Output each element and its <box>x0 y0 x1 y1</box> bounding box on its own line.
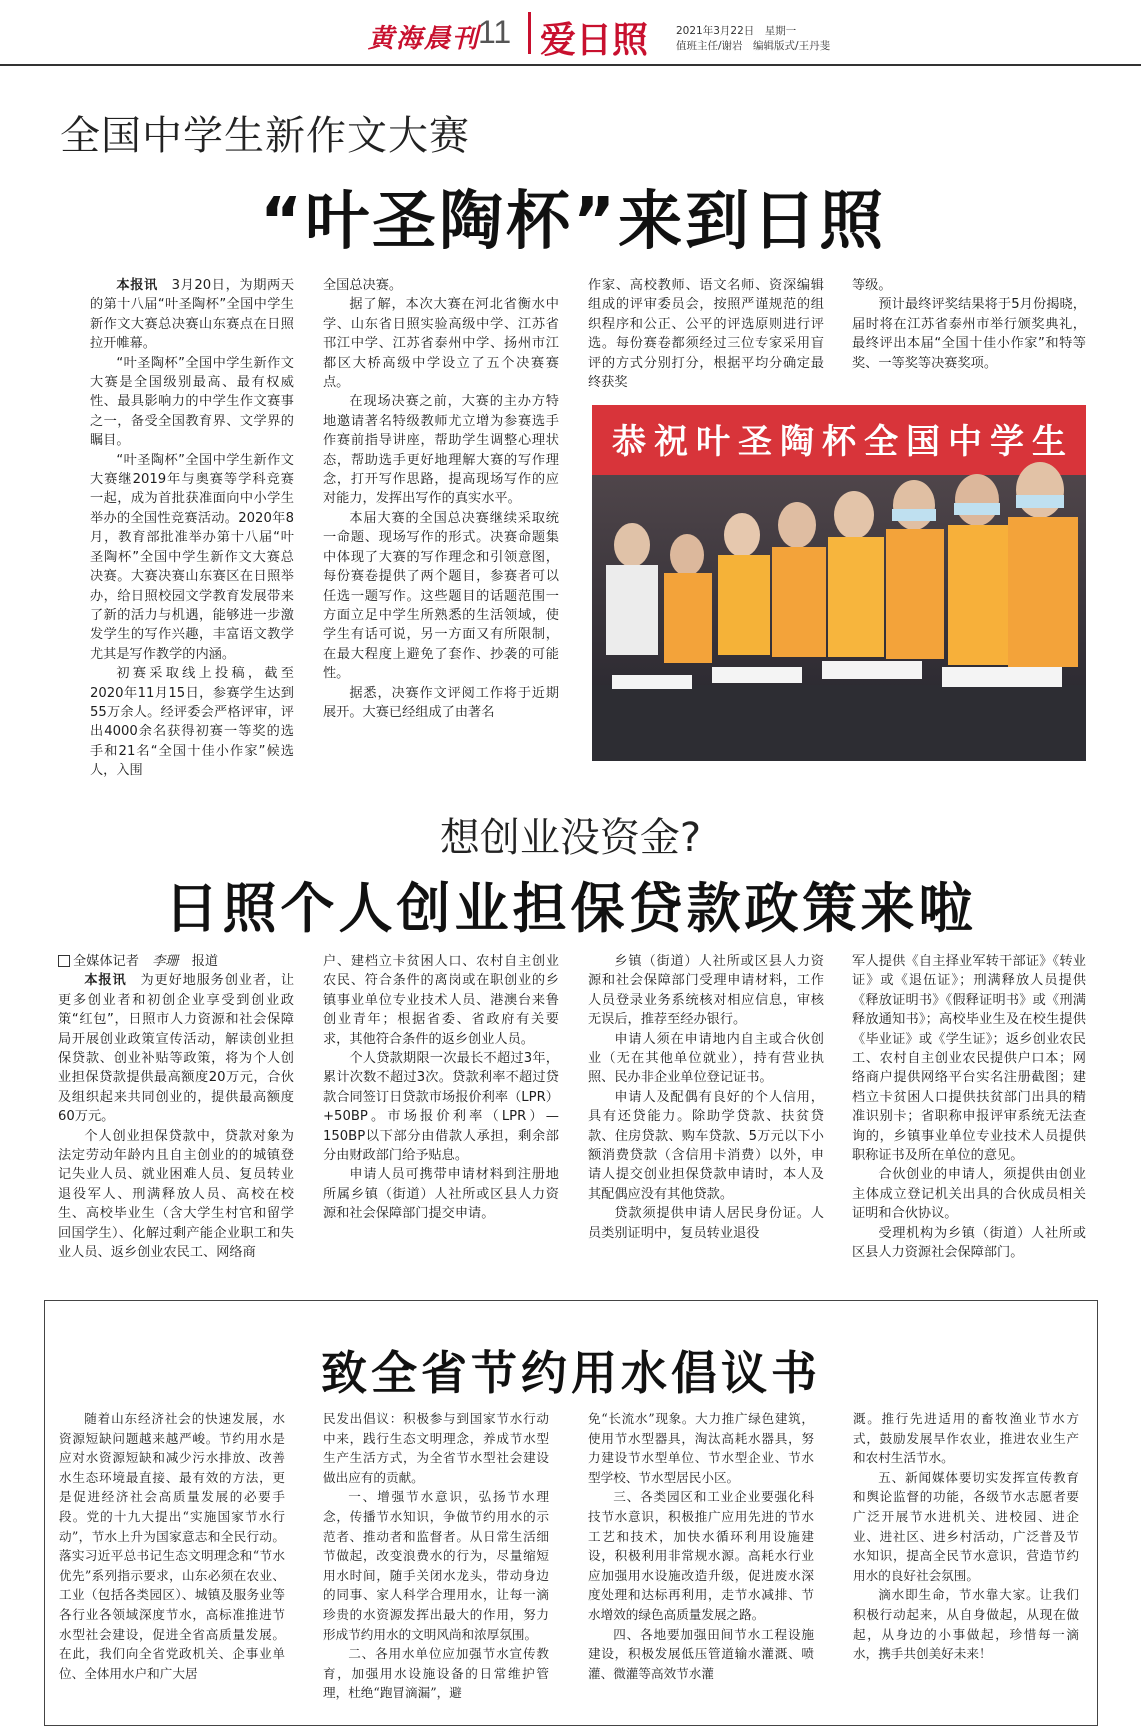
article2-paragraph: 军人提供《自主择业军转干部证》《转业证》或《退伍证》；刑满释放人员提供《释放证明书》《假释证明书》或《刑满释放通知书》；高校毕业生及在校生提供《毕业证》或《学生证》；返乡创业农民工、农村自主创业农民提供户口本；网络商户提供网络平台实名注册截图；建档立卡贫困人口提供扶贫部门出具的精准识别卡；省职称申报评审系统无法查询的，乡镇事业单位专业技术人员提供职称证书及所在单位的意见。 <box>852 954 1086 1164</box>
article1-paragraph: 据了解，本次大赛在河北省衡水中学、山东省日照实验高级中学、江苏省邗江中学、江苏省泰州中学、扬州市江都区大桥高级中学设立了五个决赛赛点。 <box>323 297 559 391</box>
issue-date: 2021年3月22日 星期一 <box>676 25 797 37</box>
article3-column-4 <box>853 1409 1079 1664</box>
article2-paragraph: 户、建档立卡贫困人口、农村自主创业农民、符合条件的离岗或在职创业的乡镇事业单位专业技术人员、港澳台来鲁创业青年；根据省委、省政府有关要求，其他符合条件的返乡创业人员。 <box>323 954 559 1047</box>
masthead <box>0 0 1141 64</box>
article1-column-4 <box>852 276 1086 373</box>
article2-column-4 <box>852 952 1086 1263</box>
article2-paragraph: 受理机构为乡镇（街道）人社所或区县人力资源社会保障部门。 <box>852 1225 1086 1261</box>
article3-paragraph: 一、增强节水意识，弘扬节水理念，传播节水知识，争做节约用水的示范者、推动者和监督者。从日常生活细节做起，改变浪费水的行为，尽量缩短用水时间，随手关闭水龙头，带动身边的同事、家人科学合理用水，让每一滴珍贵的水资源发挥出最大的作用，努力形成节约用水的文明风尚和浓厚氛围。 <box>323 1489 549 1642</box>
byline-label: 全媒体记者 <box>73 954 139 969</box>
masthead-rule <box>0 64 1141 66</box>
article3-column-1 <box>59 1409 285 1683</box>
article1-kicker: 全国中学生新作文大赛 <box>60 113 470 159</box>
article2-paragraph: 申请人员可携带申请材料到注册地所属乡镇（街道）人社所或区县人力资源和社会保障部门提交申请。 <box>323 1167 559 1222</box>
article2-paragraph: 个人创业担保贷款中，贷款对象为法定劳动年龄内且自主创业的的城镇登记失业人员、就业困难人员、复员转业退役军人、刑满释放人员、高校在校生、高校毕业生（含大学生村官和留学回国学生）、化解过剩产能企业职工和失业人员、返乡创业农民工、网络商 <box>58 1128 294 1261</box>
reporter-name: 李珊 <box>152 954 179 969</box>
article3-paragraph: 二、各用水单位应加强节水宣传教育，加强用水设施设备的日常维护管理，杜绝“跑冒滴漏”，避 <box>323 1646 549 1701</box>
banner-text: 恭祝叶圣陶杯全国中学生 <box>612 422 1074 462</box>
article1-paragraph: 等级。 <box>852 278 892 293</box>
newspaper-brand: 黄海晨刊 <box>368 24 481 54</box>
article2-column-1 <box>58 952 294 1263</box>
article1-paragraph: 在现场决赛之前，大赛的主办方特地邀请著名特级教师尤立增为参赛选手作赛前指导讲座，帮助学生调整心理状态，帮助选手更好地理解大赛的写作理念，打开写作思路，提高现场写作的应对能力，发挥出写作的真实水平。 <box>323 394 559 507</box>
editor-credits: 值班主任/谢岩 编辑版式/王丹斐 <box>676 40 831 52</box>
article2-paragraph: 贷款须提供申请人居民身份证。人员类别证明中，复员转业退役 <box>588 1206 824 1241</box>
article1-column-2 <box>323 276 559 722</box>
article2-byline <box>58 952 294 971</box>
byline-suffix: 报道 <box>191 954 219 969</box>
article1-paragraph: 预计最终评奖结果将于5月份揭晓，届时将在江苏省泰州市举行颁奖典礼，最终评出本届“全国十佳小作家”和特等奖、一等奖等决赛奖项。 <box>852 297 1086 371</box>
article3-paragraph: 五、新闻媒体要切实发挥宣传教育和舆论监督的功能，各级节水志愿者要广泛开展节水进机关、进校园、进企业、进社区、进乡村活动，广泛普及节水知识，提高全民节水意识，营造节约用水的良好社会氛围。 <box>853 1469 1079 1583</box>
article3-paragraph: 三、各类园区和工业企业要强化科技节水意识，积极推广应用先进的节水工艺和技术，加快水循环利用设施建设，积极利用非常规水源。高耗水行业应加强用水设施改造升级，促进废水深度处理和达标再利用，走节水减排、节水增效的绿色高质量发展之路。 <box>588 1489 814 1622</box>
byline-box-icon <box>58 955 70 967</box>
article2-column-3 <box>588 952 824 1243</box>
photo-illustration <box>592 405 1086 761</box>
article1-column-3 <box>588 276 824 392</box>
article2-column-2 <box>323 952 559 1224</box>
article3-paragraph: 溉。推行先进适用的畜牧渔业节水方式，鼓励发展旱作农业，推进农业生产和农村生活节水。 <box>853 1411 1079 1466</box>
article1-paragraph: 初赛采取线上投稿，截至2020年11月15日，参赛学生达到55万余人。经评委会严格评审，评出4000余名获得初赛一等奖的选手和21名“全国十佳小作家”候选人，入围 <box>90 666 294 779</box>
article1-paragraph: “叶圣陶杯”全国中学生新作文大赛继2019年与奥赛等学科竞赛一起，成为首批获准面向中小学生举办的全国性竞赛活动。2020年8月，教育部批准举办第十八届“叶圣陶杯”全国中学生新作文大赛总决赛。大赛决赛山东赛区在日照举办，给日照校园文学教育发展带来了新的活力与机遇，能够进一步激发学生的写作兴趣，丰富语文教学尤其是写作教学的内涵。 <box>90 452 294 662</box>
article2-paragraph: 为更好地服务创业者，让更多创业者和初创企业享受到创业政策“红包”，日照市人力资源和社会保障局开展创业政策宣传活动，解读创业担保贷款、创业补贴等政策，将为个人创业担保贷款提供最高额度20万元，合伙及组织起来共同创业的，提供最高额度60万元。 <box>58 973 295 1125</box>
article1-column-1 <box>90 276 294 781</box>
article2-headline: 日照个人创业担保贷款政策来啦 <box>164 877 977 940</box>
article2-paragraph: 合伙创业的申请人，须提供由创业主体成立登记机关出具的合伙成员相关证明和合伙协议。 <box>852 1167 1086 1222</box>
article1-paragraph: 作家、高校教师、语文名师、资深编辑组成的评审委员会，按照严谨规范的组织程序和公正、公平的评选原则进行评选。每份赛卷都须经过三位专家采用盲评的方式分别打分，根据平均分确定最终获奖 <box>588 278 824 391</box>
article3-headline: 致全省节约用水倡议书 <box>321 1346 821 1400</box>
article2-kicker: 想创业没资金? <box>439 815 702 861</box>
article2-paragraph: 个人贷款期限一次最长不超过3年，累计次数不超过3次。贷款利率不超过贷款合同签订日贷款市场报价利率（LPR）+50BP。市场报价利率（LPR）—150BP以下部分由借款人承担，剩余部分由财政部门给予贴息。 <box>323 1051 559 1164</box>
article1-paragraph: 3月20日，为期两天的第十八届“叶圣陶杯”全国中学生新作文大赛总决赛山东赛点在日照拉开帷幕。 <box>90 278 295 352</box>
article3-paragraph: 免“长流水”现象。大力推广绿色建筑，使用节水型器具，淘汰高耗水器具，努力建设节水型单位、节水型企业、节水型学校、节水型居民小区。 <box>588 1411 814 1485</box>
article2-paragraph: 申请人及配偶有良好的个人信用，具有还贷能力。除助学贷款、扶贫贷款、住房贷款、购车贷款、5万元以下小额消费贷款（含信用卡消费）以外，申请人提交创业担保贷款申请时，本人及其配偶应没有其他贷款。 <box>588 1089 824 1202</box>
masthead-divider <box>528 12 531 54</box>
page-number: 11 <box>478 14 512 50</box>
article3-column-3 <box>588 1409 814 1683</box>
masthead-meta <box>676 24 830 54</box>
article3-paragraph: 滴水即生命，节水靠大家。让我们积极行动起来，从自身做起，从现在做起，从身边的小事做起，珍惜每一滴水，携手共创美好未来！ <box>853 1587 1079 1662</box>
article3-paragraph: 四、各地要加强田间节水工程设施建设，积极发展低压管道输水灌溉、喷灌、微灌等高效节水灌 <box>588 1626 814 1681</box>
competition-photo <box>592 405 1086 761</box>
article2-paragraph: 申请人须在申请地内自主或合伙创业（无在其他单位就业），持有营业执照、民办非企业单位登记证书。 <box>588 1031 824 1086</box>
article1-paragraph: “叶圣陶杯”全国中学生新作文大赛是全国级别最高、最有权威性、最具影响力的中学生作文赛事之一，备受全国教育界、文学界的瞩目。 <box>90 355 294 449</box>
article2-lead-label: 本报讯 <box>84 973 127 989</box>
article3-paragraph: 民发出倡议：积极参与到国家节水行动中来，践行生态文明理念，养成节水型生产生活方式，为全省节水型社会建设做出应有的贡献。 <box>323 1411 549 1485</box>
article1-paragraph: 据悉，决赛作文评阅工作将于近期展开。大赛已经组成了由著名 <box>323 685 559 720</box>
article3-paragraph: 随着山东经济社会的快速发展，水资源短缺问题越来越严峻。节约用水是应对水资源短缺和减少污水排放、改善水生态环境最直接、最有效的方法，更是促进经济社会高质量发展的必要手段。党的十九大提出“实施国家节水行动”，节水上升为国家意志和全民行动。落实习近平总书记生态文明理念和“节水优先”系列指示要求，山东必须在农业、工业（包括各类园区）、城镇及服务业等各行业各领域深度节水，高标准推进节水型社会建设，促进全省高质量发展。在此，我们向全省党政机关、企事业单位、全体用水户和广大居 <box>59 1411 285 1681</box>
article2-paragraph: 乡镇（街道）人社所或区县人力资源和社会保障部门受理申请材料，工作人员登录业务系统核对相应信息，审核无误后，推荐至经办银行。 <box>588 954 824 1028</box>
article1-lead-label: 本报讯 <box>116 278 158 293</box>
article1-headline: “叶圣陶杯”来到日照 <box>260 185 887 259</box>
article1-paragraph: 本届大赛的全国总决赛继续采取统一命题、现场写作的形式。决赛命题集中体现了大赛的写作理念和引领意图，每份赛卷提供了两个题目，参赛者可以任选一题写作。这些题目的话题范围一方面立足中学生所熟悉的生活领域，使学生有话可说，另一方面又有所限制，在最大程度上避免了套作、抄袭的可能性。 <box>323 510 559 682</box>
section-title: 爱日照 <box>540 19 649 61</box>
article1-paragraph: 全国总决赛。 <box>323 278 403 293</box>
article3-column-2 <box>323 1409 549 1703</box>
water-saving-box <box>44 1300 1098 1726</box>
